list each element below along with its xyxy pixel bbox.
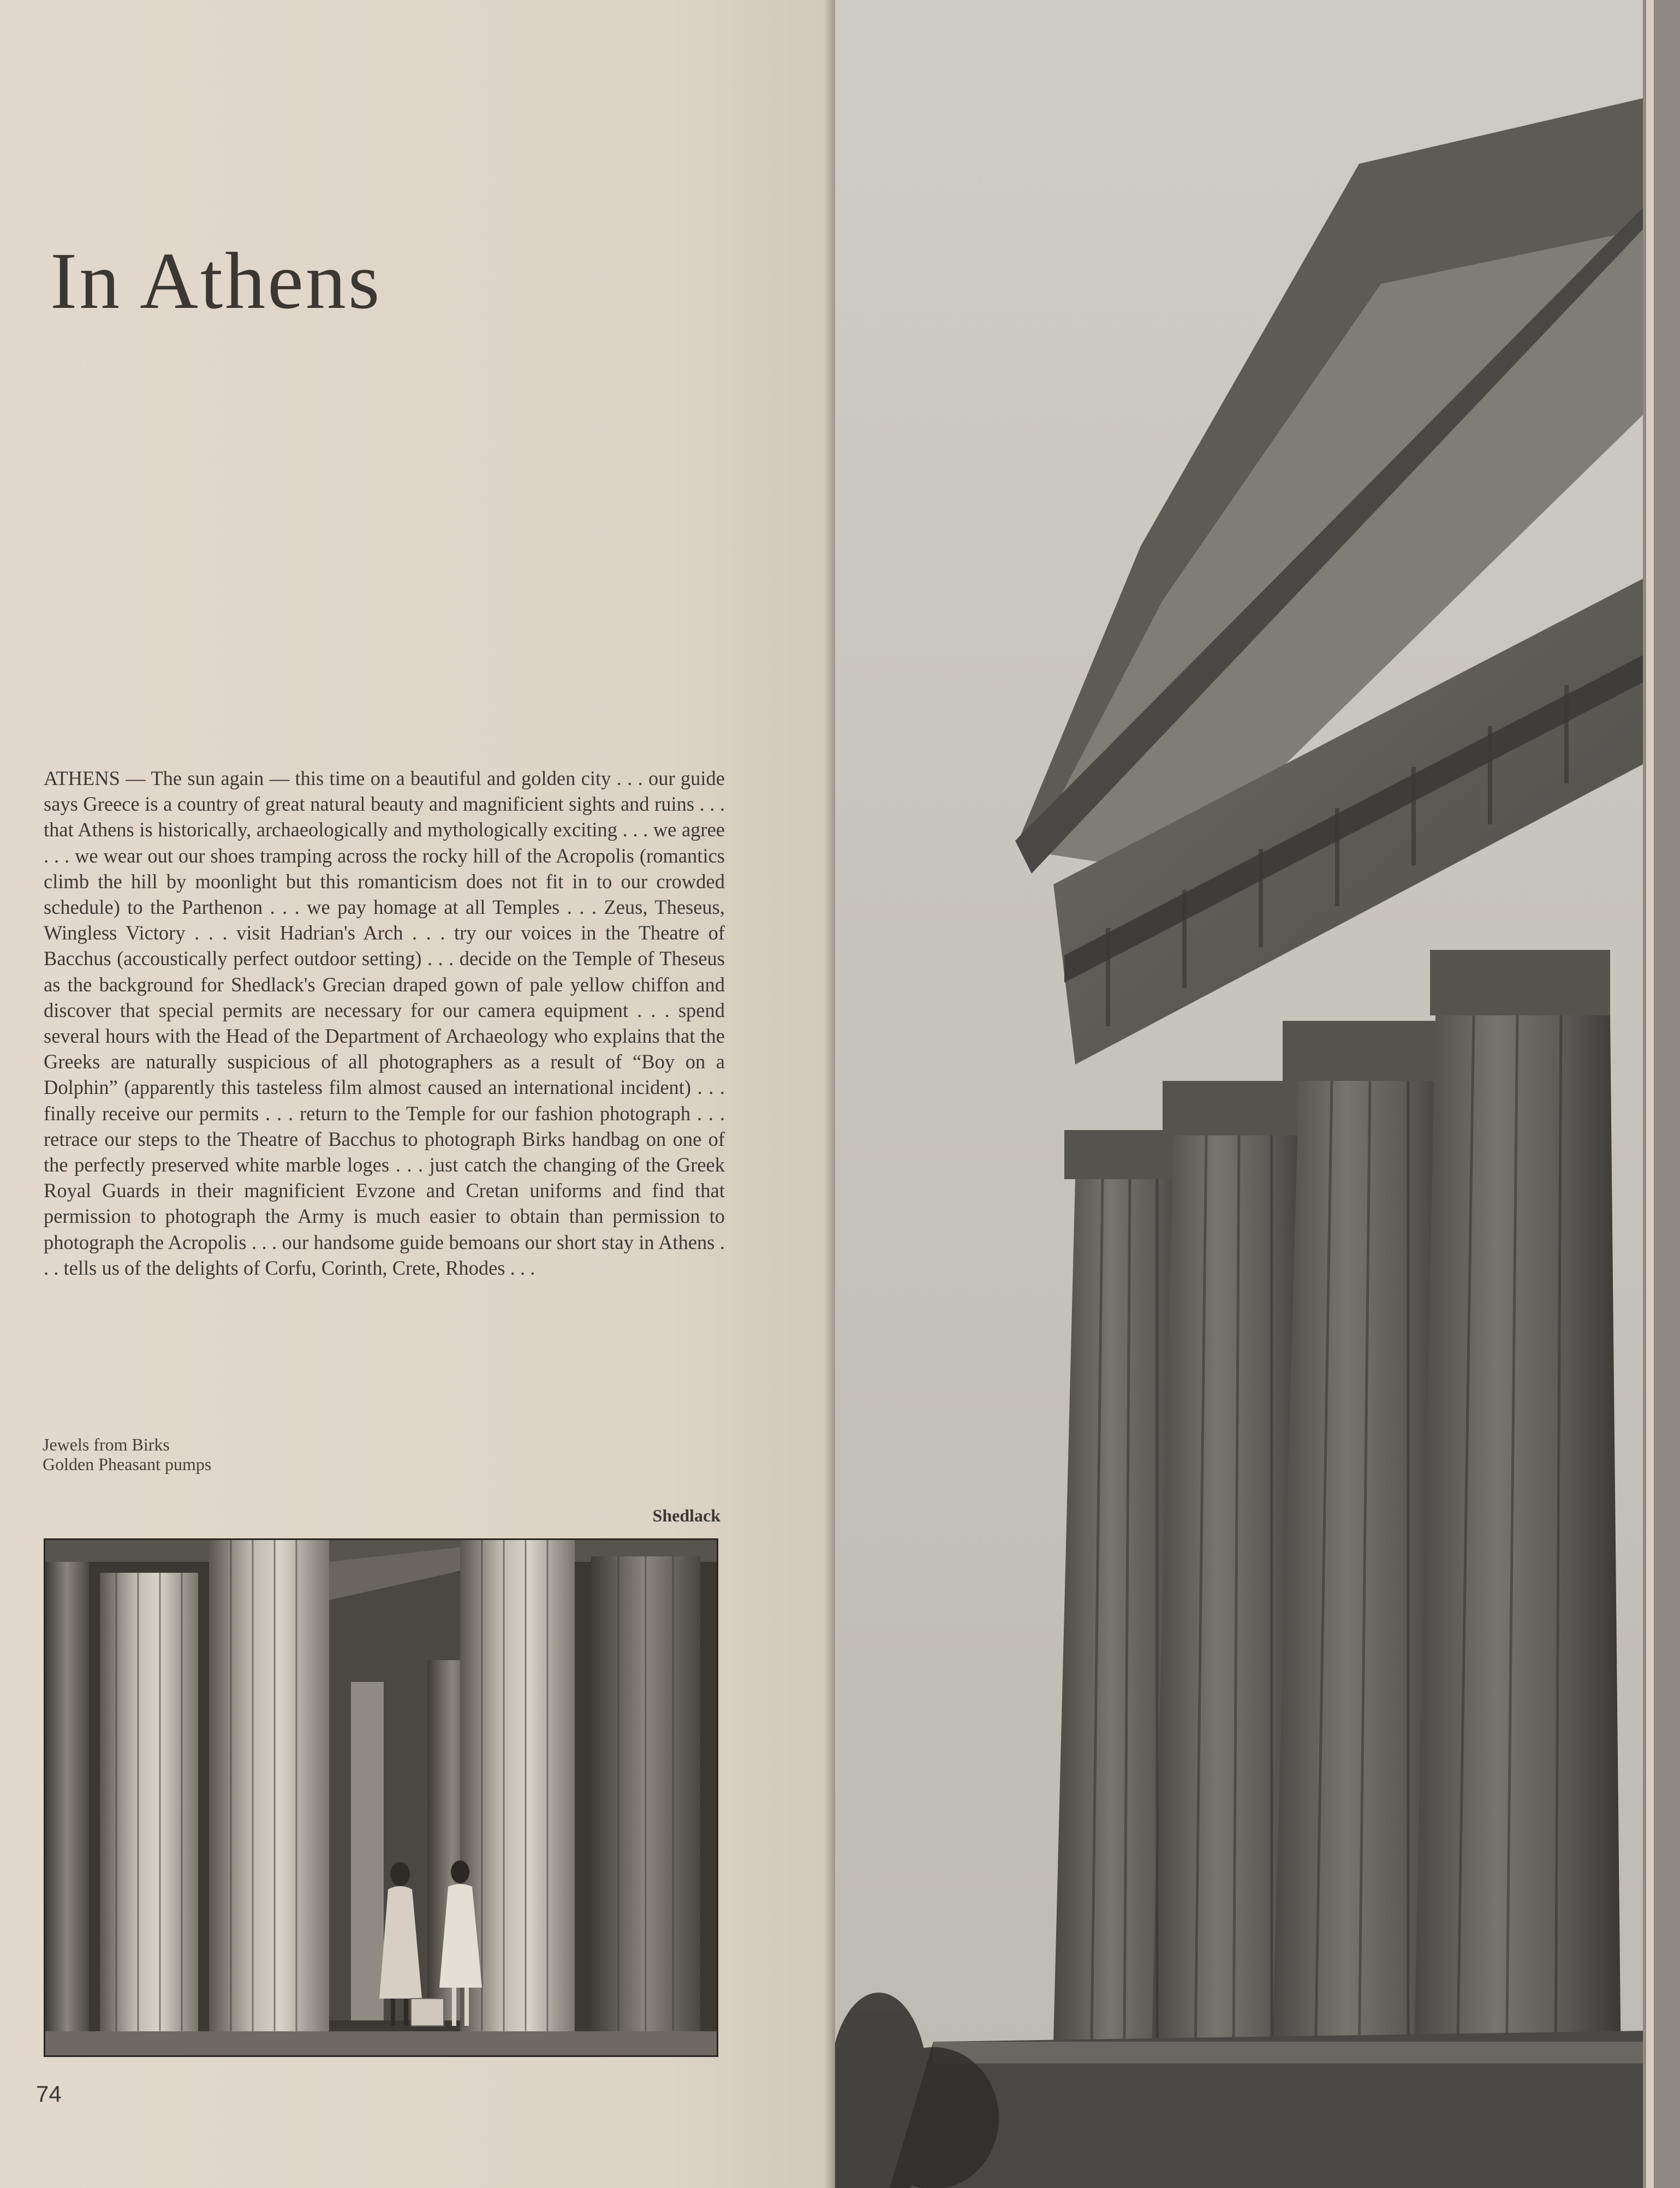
temple-portico-photo (44, 1538, 718, 2057)
photo-credit: Shedlack (652, 1506, 720, 1525)
jewels-credit: Jewels from Birks (43, 1435, 170, 1454)
page-title: In Athens (50, 236, 382, 326)
article-body: ATHENS — The sun again — this time on a beautiful and golden city . . . our guide says Greece is a country of great natural beauty and magnificient sights and ruins . . . that Athens is historically, archaeologically and mythologically exciting . . . we agree . . . we wear out our shoes tramping across the rocky hill of the Acropolis (romantics climb the hill by moonlight but this romanticism does not fit in to our crowded schedule) to the Parthenon . . . we pay homage at all Temples . . . Zeus, Theseus, Wingless Victory . . . visit Hadrian's Arch . . . try our voices in the Theatre of Bacchus (accoustically perfect outdoor setting) . . . decide on the Temple of Theseus as the background for Shedlack's Grecian draped gown of pale yellow chiffon and discover that special permits are necessary for our camera equipment . . . spend several hours with the Head of the Department of Archaeology who explains that the Greeks are naturally suspicious of all photographers as a result of “Boy on a Dolphin” (apparently this tasteless film almost caused an international incident) . . . finally receive our permits . . . return to the Temple for our fashion photograph . . . retrace our steps to the Theatre of Bacchus to photograph Birks handbag on one of the perfectly preserved white marble loges . . . just catch the changing of the Greek Royal Guards in their magnificient Evzone and Cretan uniforms and find that permission to photograph the Army is much easier to obtain than permission to photograph the Acropolis . . . our handsome guide bemoans our short stay in Athens . . . tells us of the delights of Corfu, Corinth, Crete, Rhodes . . . (44, 767, 725, 1279)
temple-photo (835, 0, 1680, 2188)
left-page (0, 0, 835, 2188)
page-number: 74 (36, 2081, 62, 2107)
shoes-credit: Golden Pheasant pumps (43, 1454, 212, 1474)
fashion-credits (43, 1435, 211, 1474)
